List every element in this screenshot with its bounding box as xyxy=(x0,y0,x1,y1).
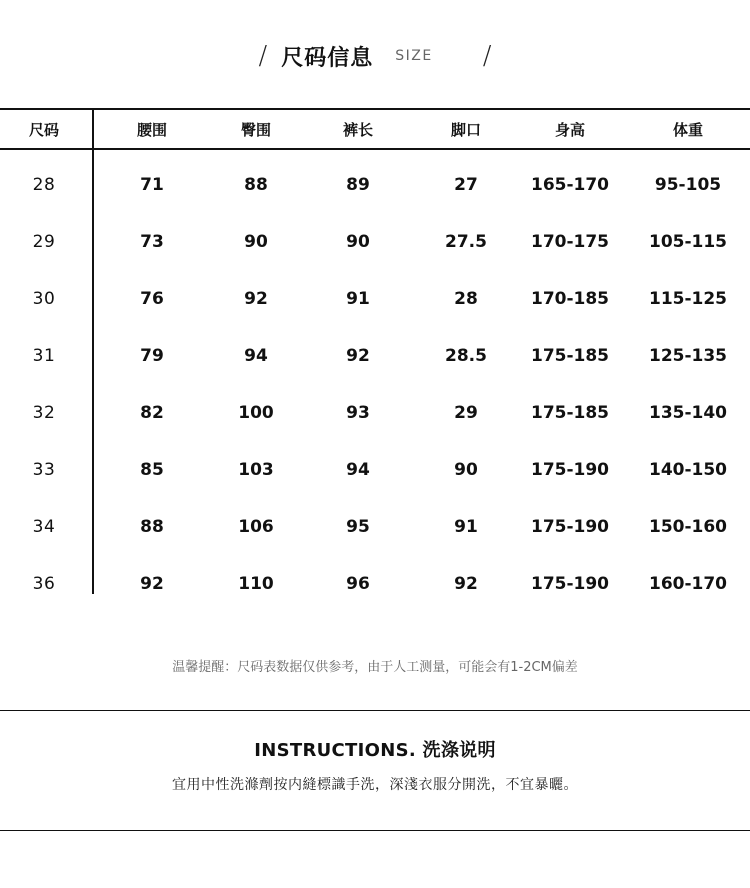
cell-hip: 100 xyxy=(238,403,274,423)
cell-weight: 115-125 xyxy=(648,289,728,309)
cell-length: 94 xyxy=(346,460,370,480)
table-row xyxy=(0,507,750,547)
title-slash-left: / xyxy=(258,41,268,71)
cell-height: 175-190 xyxy=(530,574,610,594)
cell-hip: 110 xyxy=(238,574,274,594)
cell-height: 175-185 xyxy=(530,403,610,423)
cell-size: 29 xyxy=(32,232,56,252)
cell-height: 175-190 xyxy=(530,517,610,537)
cell-hip: 92 xyxy=(244,289,268,309)
cell-leg-opening: 29 xyxy=(454,403,478,423)
page-title xyxy=(0,36,750,76)
title-chinese: 尺码信息 xyxy=(281,45,374,71)
cell-height: 170-185 xyxy=(530,289,610,309)
cell-leg-opening: 91 xyxy=(454,517,478,537)
header-waist: 腰围 xyxy=(136,120,168,139)
instructions-title: INSTRUCTIONS. 洗涤说明 xyxy=(254,740,496,761)
cell-weight: 105-115 xyxy=(648,232,728,252)
cell-waist: 79 xyxy=(140,346,164,366)
cell-leg-opening: 27 xyxy=(454,175,478,195)
cell-length: 92 xyxy=(346,346,370,366)
cell-size: 30 xyxy=(32,289,56,309)
cell-length: 93 xyxy=(346,403,370,423)
cell-waist: 76 xyxy=(140,289,164,309)
cell-leg-opening: 27.5 xyxy=(445,232,487,252)
title-slash-right: / xyxy=(482,41,492,71)
header-length: 裤长 xyxy=(342,120,374,139)
title-english: SIZE xyxy=(395,48,433,64)
instructions-text: 宜用中性洗滌劑按内縫標識手洗，深淺衣服分開洗，不宜暴曬。 xyxy=(172,777,578,793)
cell-hip: 106 xyxy=(238,517,274,537)
instructions-top-rule xyxy=(0,710,750,711)
header-leg-opening: 脚口 xyxy=(450,120,482,139)
cell-hip: 94 xyxy=(244,346,268,366)
cell-weight: 150-160 xyxy=(648,517,728,537)
table-row xyxy=(0,165,750,205)
instructions-bottom-rule xyxy=(0,830,750,831)
cell-length: 89 xyxy=(346,175,370,195)
cell-hip: 88 xyxy=(244,175,268,195)
table-row xyxy=(0,564,750,604)
header-hip: 臀围 xyxy=(240,120,272,139)
cell-leg-opening: 28.5 xyxy=(445,346,487,366)
cell-length: 91 xyxy=(346,289,370,309)
cell-size: 33 xyxy=(32,460,56,480)
cell-waist: 82 xyxy=(140,403,164,423)
table-row xyxy=(0,222,750,262)
cell-size: 32 xyxy=(32,403,56,423)
cell-weight: 160-170 xyxy=(648,574,728,594)
header-weight: 体重 xyxy=(672,120,704,139)
measurement-note: 温馨提醒：尺码表数据仅供参考，由于人工测量，可能会有1-2CM偏差 xyxy=(172,660,578,675)
cell-waist: 92 xyxy=(140,574,164,594)
cell-size: 31 xyxy=(32,346,56,366)
cell-weight: 125-135 xyxy=(648,346,728,366)
table-row xyxy=(0,336,750,376)
cell-length: 96 xyxy=(346,574,370,594)
cell-waist: 85 xyxy=(140,460,164,480)
cell-weight: 140-150 xyxy=(648,460,728,480)
header-size: 尺码 xyxy=(28,120,60,139)
table-header xyxy=(0,110,750,148)
cell-size: 34 xyxy=(32,517,56,537)
cell-height: 175-190 xyxy=(530,460,610,480)
cell-weight: 135-140 xyxy=(648,403,728,423)
cell-waist: 88 xyxy=(140,517,164,537)
cell-size: 36 xyxy=(32,574,56,594)
cell-waist: 71 xyxy=(140,175,164,195)
cell-waist: 73 xyxy=(140,232,164,252)
cell-height: 175-185 xyxy=(530,346,610,366)
table-header-rule xyxy=(0,148,750,150)
table-row xyxy=(0,450,750,490)
cell-leg-opening: 90 xyxy=(454,460,478,480)
table-row xyxy=(0,279,750,319)
cell-size: 28 xyxy=(32,175,56,195)
cell-length: 95 xyxy=(346,517,370,537)
cell-length: 90 xyxy=(346,232,370,252)
cell-hip: 103 xyxy=(238,460,274,480)
cell-height: 170-175 xyxy=(530,232,610,252)
cell-weight: 95-105 xyxy=(654,175,722,195)
cell-hip: 90 xyxy=(244,232,268,252)
table-row xyxy=(0,393,750,433)
cell-leg-opening: 28 xyxy=(454,289,478,309)
cell-leg-opening: 92 xyxy=(454,574,478,594)
cell-height: 165-170 xyxy=(530,175,610,195)
header-height: 身高 xyxy=(554,120,586,139)
